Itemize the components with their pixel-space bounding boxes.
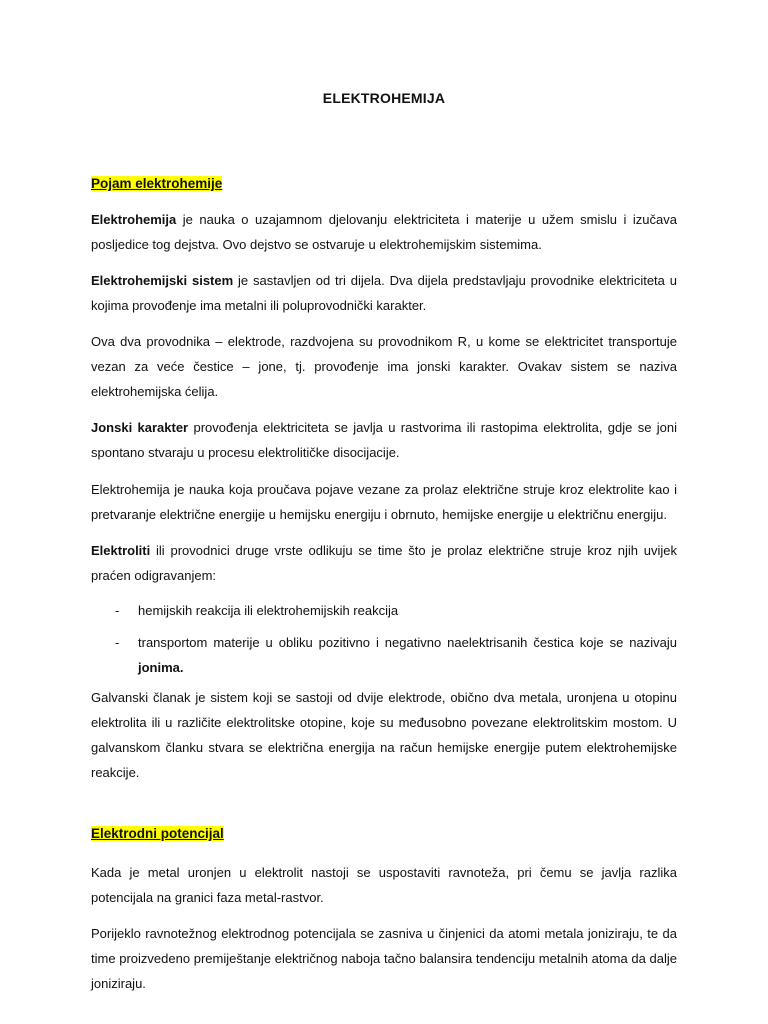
paragraph-elektrohemijski-sistem [91, 268, 677, 318]
paragraph-porijeklo: Porijeklo ravnotežnog elektrodnog potencijala se zasniva u činjenici da atomi metala joniziraju, te da time proizvedeno premiještanje električnog naboja tačno balansira tendenciju metalnih atoma da dalje joniziraju. [91, 926, 677, 991]
term-bold: Elektrohemijski sistem [91, 273, 234, 288]
paragraph-elektrohemija [91, 207, 677, 257]
paragraph-text: ili provodnici druge vrste odlikuju se time što je prolaz električne struje kroz njih uvijek praćen odigravanjem: [91, 543, 677, 583]
paragraph-provodnici: Ova dva provodnika – elektrode, razdvojena su provodnikom R, u kome se elektricitet transportuje vezan za veće čestice – jone, tj. provođenje ima jonski karakter. Ovakav sistem se naziva elektrohemijska ćelija. [91, 334, 677, 399]
paragraph-galvanski-clanak: Galvanski članak je sistem koji se sastoji od dvije elektrode, obično dva metala, uronjena u otopinu elektrolita ili u različite elektrolitske otopine, koje su međusobno povezane elektrolitskim mostom. U galvanskom članku stvara se električna energija na račun hemijske energije putem elektrohemijske reakcije. [91, 690, 677, 780]
list-item-text: transportom materije u obliku pozitivno i negativno naelektrisanih čestica koje se nazivaju jonima. [138, 635, 677, 675]
paragraph-text: je sastavljen od tri dijela. Dva dijela predstavljaju provodnike elektriciteta u kojima provođenje ima metalni ili poluprovodnički karakter. [91, 273, 677, 313]
term-bold: Jonski karakter [91, 420, 189, 435]
section-heading-text: Pojam elektrohemije [91, 176, 223, 191]
section-heading-text: Elektrodni potencijal [91, 826, 224, 841]
paragraph-elektroliti [91, 538, 677, 588]
list-dash: - [115, 635, 120, 650]
paragraph-definicija: Elektrohemija je nauka koja proučava pojave vezane za prolaz električne struje kroz elektrolite kao i pretvaranje električne energije u hemijsku energiju i obrnuto, hemijske energije u električnu energiju. [91, 482, 677, 522]
document-title: ELEKTROHEMIJA [322, 90, 446, 106]
term-bold: jonima. [138, 660, 184, 675]
section-heading-pojam [91, 174, 222, 194]
section-heading-elektrodni-potencijal [91, 824, 224, 844]
paragraph-jonski-karakter [91, 415, 677, 465]
list-dash: - [115, 603, 120, 618]
paragraph-text: provođenja elektriciteta se javlja u rastvorima ili rastopima elektrolita, gdje se joni spontano stvaraju u procesu elektrolitičke disocijacije. [91, 420, 677, 460]
paragraph-text: je nauka o uzajamnom djelovanju elektriciteta i materije u užem smislu i izučava posljedice tog dejstva. Ovo dejstvo se ostvaruje u elektrohemijskim sistemima. [91, 212, 677, 252]
term-bold: Elektrohemija [91, 212, 177, 227]
term-bold: Elektroliti [91, 543, 151, 558]
paragraph-ravnoteza: Kada je metal uronjen u elektrolit nastoji se uspostaviti ravnoteža, pri čemu se javlja razlika potencijala na granici faza metal-rastvor. [91, 865, 677, 905]
list-item-text: hemijskih reakcija ili elektrohemijskih reakcija [138, 603, 399, 618]
